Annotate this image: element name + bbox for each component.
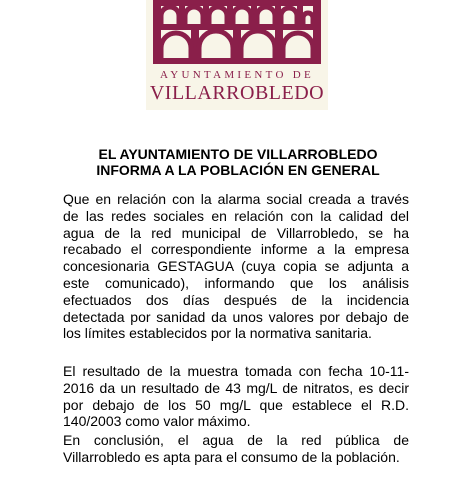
document-title <box>60 146 416 178</box>
municipal-logo <box>146 0 328 110</box>
logo-text-villarrobledo: VILLARROBLEDO <box>149 82 325 104</box>
title-line-2: INFORMA A LA POBLACIÓN EN GENERAL <box>96 162 380 178</box>
aqueduct-emblem-icon <box>153 0 321 64</box>
title-line-1: EL AYUNTAMIENTO DE VILLARROBLEDO <box>98 146 378 162</box>
logo-text-ayuntamiento: AYUNTAMIENTO DE <box>159 69 315 81</box>
paragraph-informe: Que en relación con la alarma social creada a través de las redes sociales en relación con la calidad del agua de la red municipal de Villarrobledo, se ha recabado el correspondiente informe a la empresa concesionaria GESTAGUA (cuya copia se adjunta a este comunicado), informando que los análisis efectuados dos días después de la incidencia detectada por sanidad da unos valores por debajo de los límites establecidos por la normativa sanitaria. <box>63 191 409 342</box>
paragraph-resultado: El resultado de la muestra tomada con fecha 10-11-2016 da un resultado de 43 mg/L de nitratos, es decir por debajo de los 50 mg/L que establece el R.D. 140/2003 como valor máximo. <box>63 363 409 430</box>
paragraph-conclusion: En conclusión, el agua de la red pública de Villarrobledo es apta para el consumo de la población. <box>63 432 409 465</box>
